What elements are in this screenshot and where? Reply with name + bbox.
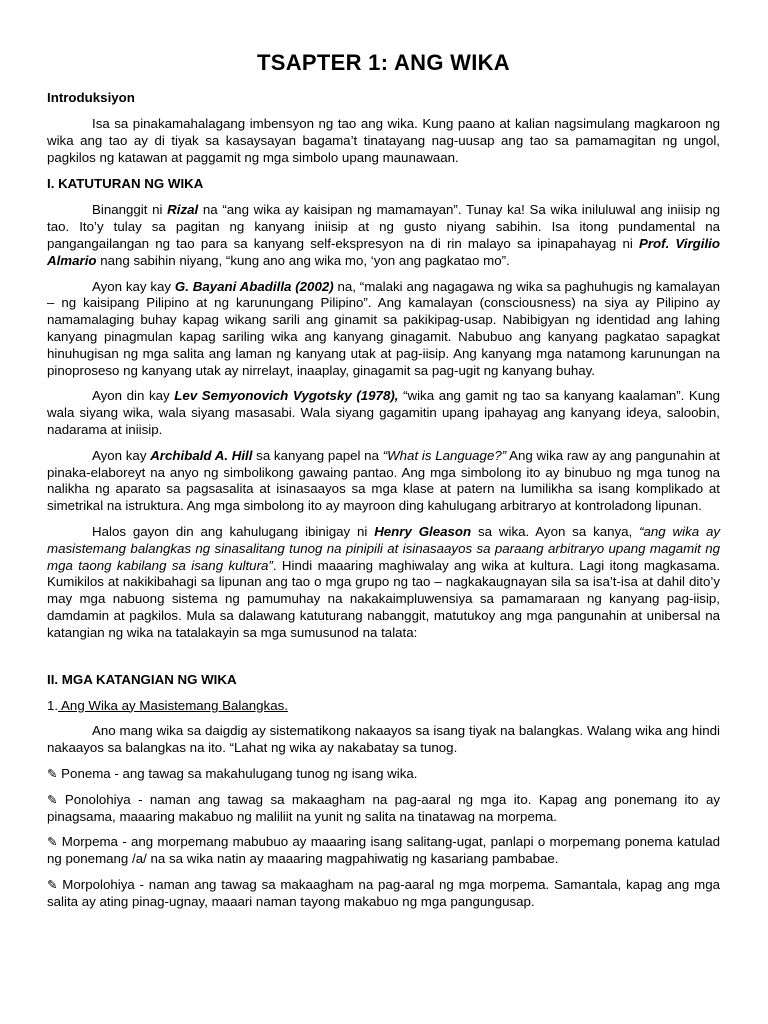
paragraph-rizal bbox=[47, 202, 720, 269]
bullet-morpema bbox=[47, 834, 720, 868]
subsection-title: Ang Wika ay Masistemang Balangkas. bbox=[58, 697, 288, 713]
bullet-text: Morpolohiya - naman ang tawag sa makaagham na pag-aaral ng mga morpema. Samantala, kapag ang mga salita ay ating pinag-ugnay, maaari naman tayong makabuo ng mga pangungusap. bbox=[47, 876, 720, 909]
text-run: Halos gayon din ang kahulugang ibinigay ni bbox=[92, 523, 375, 539]
bullet-text: Ponema - ang tawag sa makahulugang tunog ng isang wika. bbox=[57, 765, 418, 781]
paragraph-hill bbox=[47, 448, 720, 515]
paragraph-abadilla bbox=[47, 279, 720, 380]
author-vygotsky: Lev Semyonovich Vygotsky (1978), bbox=[174, 388, 399, 404]
text-run: Ayon kay bbox=[92, 447, 151, 463]
text-run: sa wika. Ayon sa kanya, bbox=[471, 523, 640, 539]
intro-paragraph: Isa sa pinakamahalagang imbensyon ng tao ang wika. Kung paano at kalian nagsimulang magkaroon ng wika ang tao ay di tiyak sa kasaysayan bagama’t tinatayang nag-uusap ang tao sa pamamagitan ng ungol, pagkilos ng katawan at paggamit ng mga simbolo upang maunawaan. bbox=[47, 116, 720, 165]
page-title: TSAPTER 1: ANG WIKA bbox=[257, 50, 510, 75]
pencil-icon: ✎ bbox=[47, 765, 58, 781]
bullet-text: Ponolohiya - naman ang tawag sa makaagham na pag-aaral ng mga ito. Kapag ang ponemang ito ay pinagsama, maaaring makabuo ng maliliit na yunit ng salita na tinatawag na morpema. bbox=[47, 791, 720, 824]
author-almario: Prof. Virgilio Almario bbox=[47, 235, 720, 268]
bullet-ponema bbox=[47, 766, 720, 783]
subsection-number: 1. bbox=[47, 697, 59, 713]
paragraph-balangkas: Ano mang wika sa daigdig ay sistematikong nakaayos sa isang tiyak na balangkas. Walang wika ang hindi nakaayos sa balangkas na ito. “Lahat ng wika ay nakabatay sa tunog. bbox=[47, 723, 720, 756]
author-gleason: Henry Gleason bbox=[374, 523, 472, 539]
bullet-text: Morpema - ang morpemang mabubuo ay maaaring isang salitang-ugat, panlapi o morpemang ponema katulad ng ponemang /a/ na sa wika natin ay maaaring magpahiwatig ng kasariang pambabae. bbox=[47, 834, 720, 867]
section-1-heading: I. KATUTURAN NG WIKA bbox=[47, 176, 204, 192]
spacer bbox=[47, 651, 720, 671]
text-run: Binanggit ni bbox=[92, 202, 168, 218]
gleason-quote: “ang wika ay masistemang balangkas ng sinasalitang tunog na pinipili at isinasaayos sa paraang arbitraryo upang magamit ng mga taong kabilang sa isang kultura” bbox=[47, 523, 720, 573]
text-run: Ayon kay kay bbox=[92, 278, 175, 294]
section-2-heading: II. MGA KATANGIAN NG WIKA bbox=[47, 671, 237, 687]
text-run: sa kanyang papel na bbox=[252, 447, 383, 463]
author-abadilla: G. Bayani Abadilla (2002) bbox=[174, 278, 334, 294]
paragraph-vygotsky bbox=[47, 388, 720, 438]
pencil-icon: ✎ bbox=[47, 791, 58, 807]
author-hill: Archibald A. Hill bbox=[150, 447, 253, 463]
pencil-icon: ✎ bbox=[47, 834, 58, 850]
bullet-ponolohiya bbox=[47, 792, 720, 826]
text-run: . Hindi maaaring maghiwalay ang wika at kultura. Lagi itong magkasama. Kumikilos at nakikibahagi sa lipunan ang tao o mga grupo ng tao – nagkakaugnayan sila sa isa’t-isa at dahil dito’y may mga nabuong sistema ng pamumuhay na nakakaimpluwensiya sa pamamaraan ng kanyang pag-iisip, damdamin at pagkilos. Mula sa dalawang katuturang nabanggit, matutukoy ang mga pangunahin at unibersal na katangian ng wika na tatalakayin sa mga sumusunod na talata: bbox=[47, 557, 720, 640]
text-run: na, “malaki ang nagagawa ng wika sa paghuhugis ng kamalayan – ng kaisipang Pilipino at ng karunungang Pilipino”. Ang kamalayan (consciousness) na siya ay Pilipino ay namamalaging buhay kapag wikang sarili ang ginamit sa pakikipag-usap. Nabibigyan ng identidad ang lahing kanyang pinagmulan kapag sariling wika ang kanyang ginagamit. Nabubuo ang kanyang pagkatao sapagkat hinuhugisan ng mga salita ang laman ng kanyang utak at pag-iisip. Ang kanyang mga natamong karunungan na pinoproseso ng kanyang utak ay nirrelayt, inaaplay, ginagamit sa pag-ugit ng kanyang buhay. bbox=[47, 278, 721, 378]
paragraph-gleason bbox=[47, 524, 720, 642]
text-run: “wika ang gamit ng tao sa kanyang kaalaman”. Kung wala siyang wika, wala siyang masasabi. Wala siyang gagamitin upang ipahayag ang kanyang ideya, saloobin, nadarama at iniisip. bbox=[47, 388, 720, 437]
pencil-icon: ✎ bbox=[47, 876, 58, 892]
author-rizal: Rizal bbox=[167, 202, 199, 218]
text-run: nang sabihin niyang, “kung ano ang wika mo, ‘yon ang pagkatao mo”. bbox=[96, 252, 510, 268]
text-run: na “ang wika ay kaisipan ng mamamayan”. Tunay ka! Sa wika iniluluwal ang iniisip ng tao. Ito’y tulay sa pagitan ng kanyang iniisip at ng gusto niyang sabihin. Isa itong pundamental na pangangailangan ng tao para sa kanyang self-ekspresyon na di rin malayo sa ipinapahayag ni bbox=[47, 202, 720, 251]
text-run: Ang wika raw ay ang pangunahin at pinaka-elaboreyt na anyo ng simbolikong gawaing pantao. Ang mga simbolong ito ay binubuo ng mga tunog na nalikha ng aparato sa pagsasalita at isinasaayos sa mga klase at patern na lumilikha sa isang komplikado at simetrikal na istruktura. Ang mga simbolong ito ay mayroon ding kahulugang arbitraryo at kontroladong lipunan. bbox=[47, 447, 720, 514]
subsection-1-title bbox=[47, 698, 720, 715]
bullet-morpolohiya bbox=[47, 877, 720, 911]
paper-title: “What is Language?” bbox=[382, 447, 507, 463]
intro-heading: Introduksiyon bbox=[47, 90, 135, 105]
text-run: Ayon din kay bbox=[92, 388, 175, 404]
